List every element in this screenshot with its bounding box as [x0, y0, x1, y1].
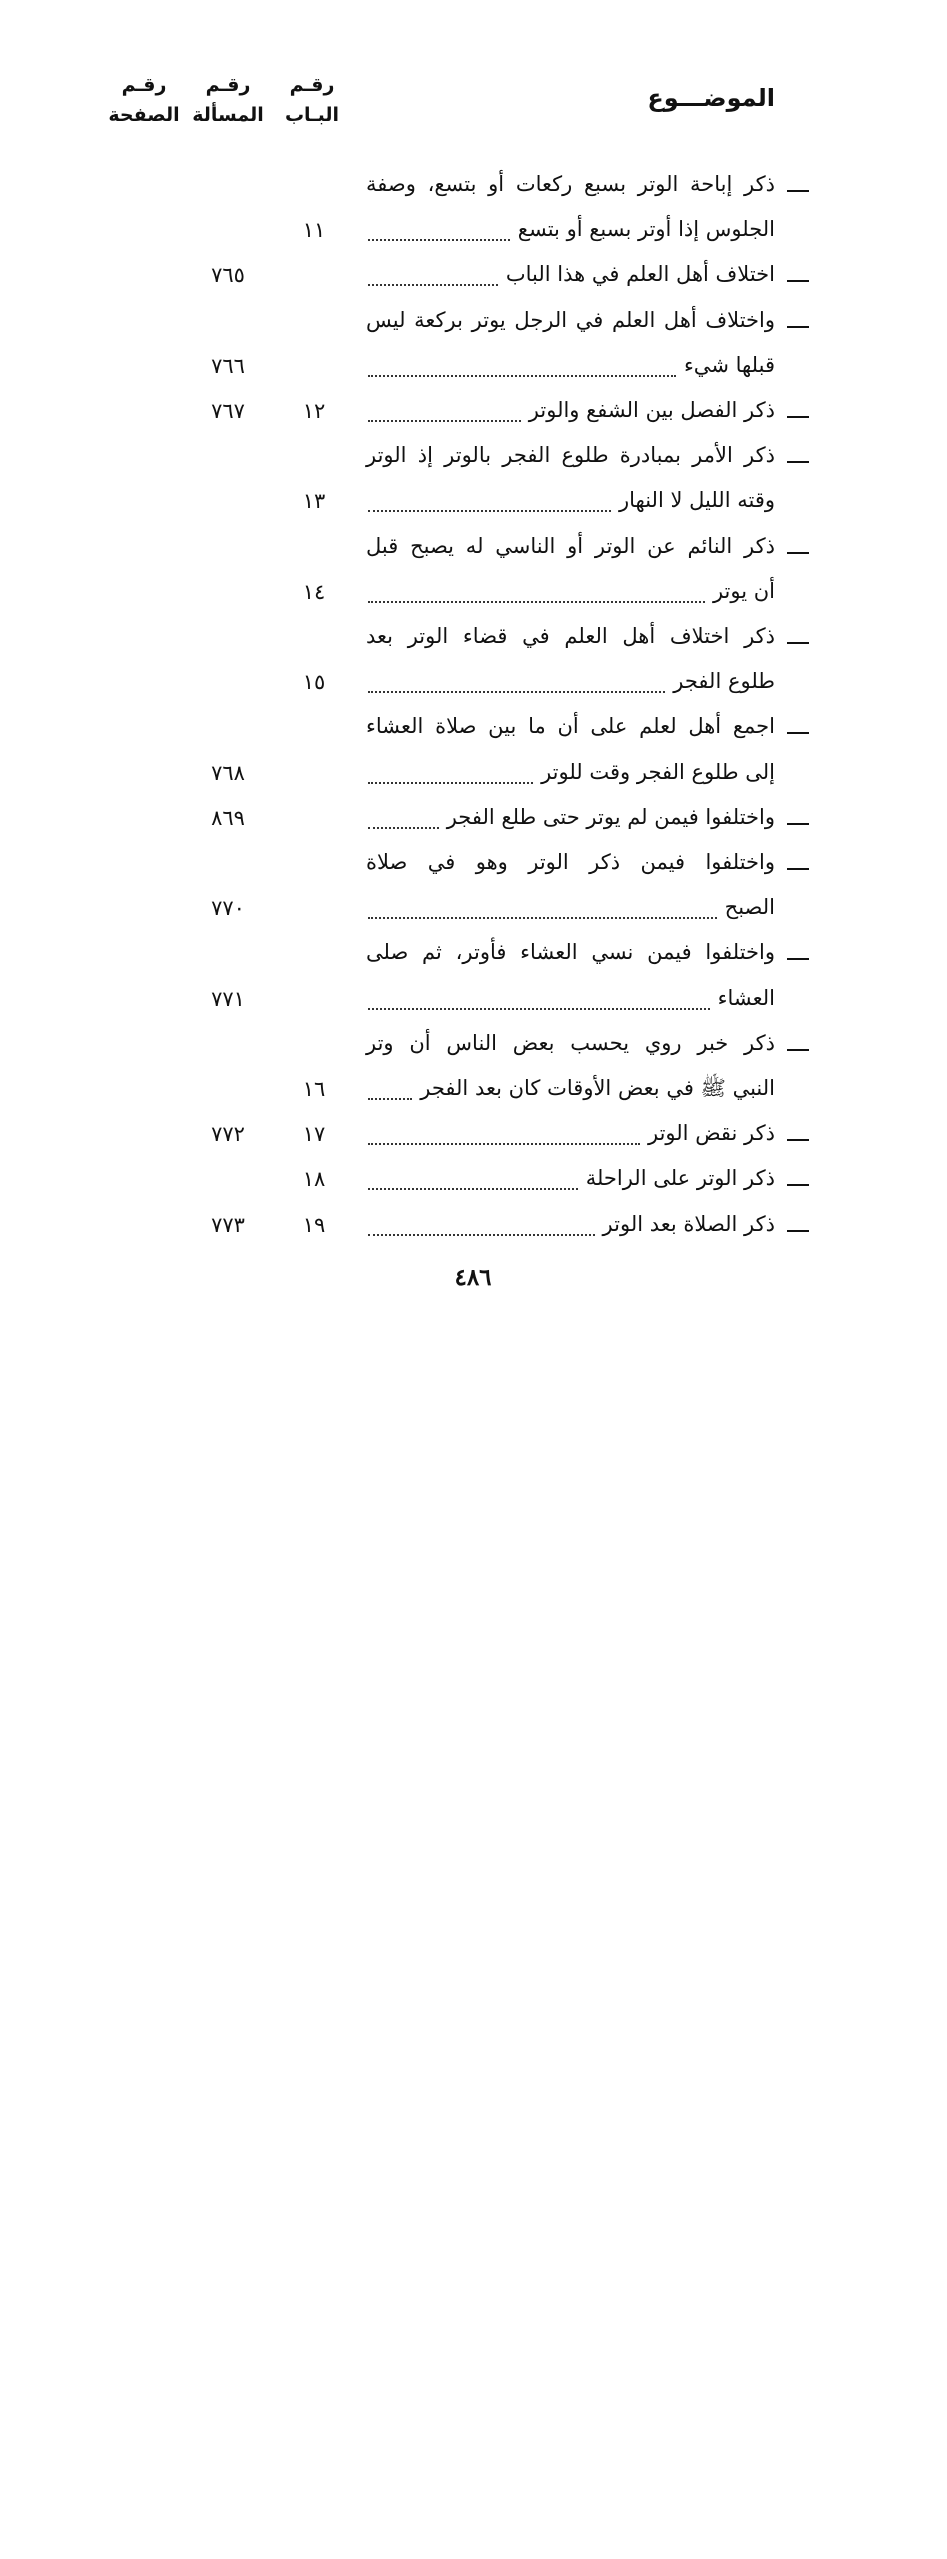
toc-row: [0, 978, 947, 1022]
page-ref-number: ٧٦٦: [211, 353, 245, 378]
toc-row: [0, 797, 947, 841]
entry-text: ذكر النائم عن الوتر أو الناسي له يصبح قبل: [366, 533, 775, 558]
issue-header-line2: المسألة: [192, 104, 264, 126]
page-number: ٤٨٦: [454, 1264, 492, 1291]
entry-text: ذكر نقض الوتر: [648, 1121, 775, 1146]
entry-dash: [787, 280, 809, 282]
entry-text: واختلفوا فيمن نسي العشاء فأوتر، ثم صلى: [366, 940, 775, 965]
leader-dots: [368, 1143, 640, 1145]
chapter-number: ١٣: [302, 489, 326, 514]
entry-dash: [787, 190, 809, 192]
toc-row: [0, 390, 947, 434]
leader-dots: [368, 601, 705, 603]
page-ref-number: ٧٦٧: [211, 399, 245, 423]
toc-row: [0, 526, 947, 570]
entry-dash: [787, 461, 809, 463]
entry-dash: [787, 416, 809, 418]
leader-dots: [368, 827, 439, 829]
entry-text: ذكر الوتر على الراحلة: [585, 1166, 775, 1191]
entry-text: إلى طلوع الفجر وقت للوتر: [541, 759, 775, 784]
entry-text: واختلفوا فيمن لم يوتر حتى طلع الفجر: [446, 804, 775, 829]
entry-text: ذكر الصلاة بعد الوتر: [602, 1211, 775, 1236]
toc-row: [0, 1113, 947, 1157]
page-ref-number: ٧٧٠: [211, 896, 245, 921]
page-ref-number: ٧٧١: [211, 986, 245, 1011]
leader-dots: [368, 691, 665, 693]
entry-text: قبلها شيء: [683, 352, 775, 377]
toc-row: [0, 571, 947, 615]
entry-text: ذكر الأمر بمبادرة طلوع الفجر بالوتر إذ الوتر: [366, 443, 775, 468]
entry-dash: [787, 1184, 809, 1186]
entry-text: واختلاف أهل العلم في الرجل يوتر بركعة ليس: [366, 307, 775, 332]
toc-row: [0, 1023, 947, 1067]
topic-column-header: الموضـــوع: [647, 84, 775, 112]
issue-header-line1: رقـم: [205, 74, 251, 96]
toc-row: [0, 435, 947, 479]
entry-text: طلوع الفجر: [673, 669, 775, 694]
toc-row: [0, 616, 947, 660]
toc-row: [0, 842, 947, 886]
chapter-number: ١٤: [302, 579, 326, 604]
leader-dots: [368, 1188, 578, 1190]
page-ref-number: ٧٧٣: [211, 1212, 245, 1237]
chapter-number: ١٥: [302, 670, 326, 695]
entry-text: الصبح: [724, 895, 775, 920]
leader-dots: [368, 375, 676, 377]
entry-dash: [787, 1230, 809, 1232]
entry-text: ذكر خبر روي يحسب بعض الناس أن وتر: [366, 1030, 775, 1055]
entry-text: اجمع أهل لعلم على أن ما بين صلاة العشاء: [366, 714, 775, 739]
page-header-line1: رقـم: [121, 74, 167, 96]
entry-text: اختلاف أهل العلم في هذا الباب: [505, 262, 775, 287]
page-ref-number: ٧٦٨: [211, 760, 245, 785]
entry-text: واختلفوا فيمن ذكر الوتر وهو في صلاة: [366, 850, 775, 874]
leader-dots: [368, 917, 717, 919]
entry-text: ذكر الفصل بين الشفع والوتر: [528, 398, 775, 422]
entry-text: وقته الليل لا النهار: [619, 488, 775, 513]
leader-dots: [368, 420, 521, 422]
entry-text: ذكر إباحة الوتر بسبع ركعات أو بتسع، وصفة: [366, 172, 775, 196]
entry-dash: [787, 326, 809, 328]
toc-row: [0, 209, 947, 253]
entry-dash: [787, 1139, 809, 1141]
toc-row: [0, 932, 947, 976]
leader-dots: [368, 510, 611, 512]
chapter-number-header: [272, 70, 352, 130]
chapter-number: ١٢: [302, 399, 326, 423]
chapter-number: ١٨: [302, 1167, 326, 1192]
toc-row: [0, 480, 947, 524]
chapter-number: ١٩: [302, 1212, 326, 1237]
page-header-line2: الصفحة: [108, 104, 180, 126]
entry-dash: [787, 1049, 809, 1051]
toc-row: [0, 300, 947, 344]
leader-dots: [368, 239, 510, 241]
leader-dots: [368, 782, 533, 784]
entry-text: النبي ﷺ في بعض الأوقات كان بعد الفجر: [420, 1076, 775, 1100]
toc-row: [0, 887, 947, 931]
entry-dash: [787, 823, 809, 825]
leader-dots: [368, 1098, 412, 1100]
entry-dash: [787, 868, 809, 870]
toc-row: [0, 1204, 947, 1248]
issue-number-header: [188, 70, 268, 130]
entry-text: الجلوس إذا أوتر بسبع أو بتسع: [517, 217, 775, 242]
page-ref-number: ٧٦٥: [211, 263, 245, 288]
entry-dash: [787, 732, 809, 734]
toc-row: [0, 345, 947, 389]
chapter-number: ١٧: [302, 1122, 326, 1147]
toc-row: [0, 254, 947, 298]
page-number-header: [104, 70, 184, 130]
chapter-number: ١٦: [302, 1077, 326, 1101]
entry-dash: [787, 552, 809, 554]
chapter-number: ١١: [302, 218, 326, 243]
chapter-header-line1: رقـم: [289, 74, 335, 96]
page-ref-number: ٨٦٩: [211, 805, 245, 830]
chapter-header-line2: البـاب: [284, 104, 340, 126]
toc-row: [0, 661, 947, 705]
toc-row: [0, 1068, 947, 1112]
toc-row: [0, 1158, 947, 1202]
toc-row: [0, 164, 947, 208]
leader-dots: [368, 1008, 710, 1010]
toc-row: [0, 706, 947, 750]
entry-text: العشاء: [717, 985, 775, 1010]
page-ref-number: ٧٧٢: [211, 1122, 245, 1147]
entry-text: ذكر اختلاف أهل العلم في قضاء الوتر بعد: [366, 624, 775, 648]
entry-dash: [787, 642, 809, 644]
entry-text: أن يوتر: [712, 578, 775, 603]
leader-dots: [368, 284, 498, 286]
entry-dash: [787, 958, 809, 960]
toc-row: [0, 752, 947, 796]
leader-dots: [368, 1234, 595, 1236]
